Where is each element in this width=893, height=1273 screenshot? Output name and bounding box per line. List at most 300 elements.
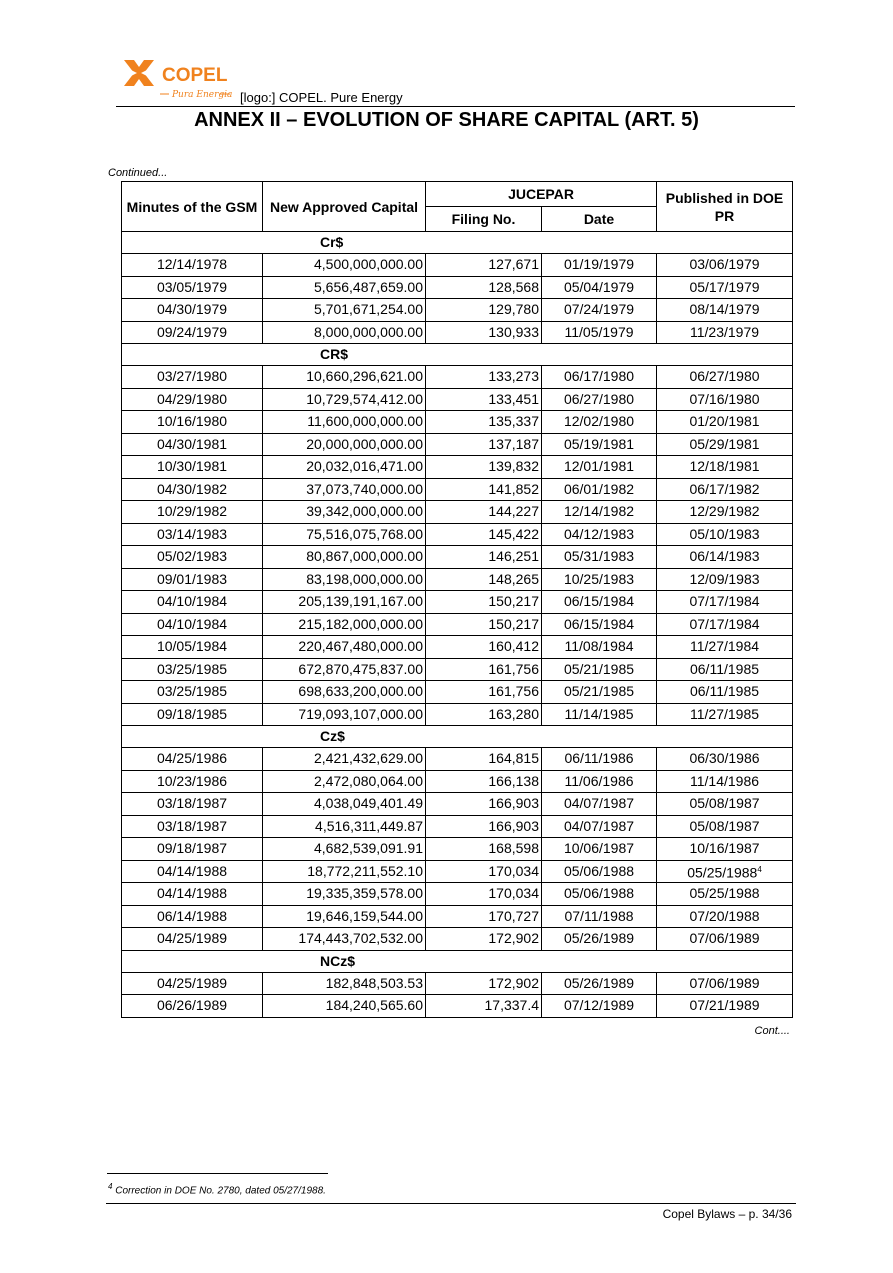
filing-cell [426,456,542,479]
published-cell-text: 06/30/1986 [689,750,760,767]
table-row [122,478,793,501]
jucepar-date-cell-text: 06/27/1980 [563,390,635,407]
table-row [122,838,793,861]
published-cell [657,433,793,456]
gsm-date-cell-text: 04/25/1989 [156,974,228,991]
filing-cell [426,523,542,546]
gsm-date-cell [122,703,263,726]
published-cell [657,254,793,277]
gsm-date-cell [122,883,263,906]
table-row [122,366,793,389]
capital-cell [263,658,426,681]
header-jucepar: JUCEPAR [426,182,657,207]
filing-cell [426,770,542,793]
gsm-date-cell-text: 09/18/1987 [156,840,228,857]
filing-cell [426,658,542,681]
filing-cell [426,546,542,569]
gsm-date-cell [122,995,263,1018]
jucepar-date-cell [542,928,657,951]
header-filing: Filing No. [426,207,542,232]
table-row [122,321,793,344]
capital-cell [263,681,426,704]
published-cell-text: 05/25/1988 [689,885,760,902]
published-cell-text: 12/18/1981 [689,458,760,475]
gsm-date-cell-text: 03/05/1979 [156,278,228,295]
gsm-date-cell-text: 04/14/1988 [156,885,228,902]
published-cell-text: 07/06/1989 [689,974,760,991]
jucepar-date-cell [542,546,657,569]
capital-cell-text: 10,729,574,412.00 [306,390,423,407]
gsm-date-cell-text: 06/26/1989 [156,997,228,1014]
published-cell [657,838,793,861]
published-cell [657,613,793,636]
gsm-date-cell [122,591,263,614]
capital-cell-text: 215,182,000,000.00 [298,615,423,632]
published-cell [657,995,793,1018]
capital-cell [263,636,426,659]
gsm-date-cell [122,501,263,524]
jucepar-date-cell [542,883,657,906]
gsm-date-cell [122,456,263,479]
capital-cell-text: 39,342,000,000.00 [306,503,423,520]
published-cell [657,388,793,411]
capital-cell-text: 4,500,000,000.00 [314,256,423,273]
footnote-number: 4 [108,1182,113,1191]
jucepar-date-cell-text: 11/05/1979 [564,323,634,340]
gsm-date-cell [122,299,263,322]
table-row [122,299,793,322]
capital-cell [263,254,426,277]
filing-cell [426,478,542,501]
header-minutes: Minutes of the GSM [122,182,263,232]
header-date: Date [542,207,657,232]
filing-cell-text: 170,727 [488,907,539,924]
table-row [122,501,793,524]
filing-cell [426,793,542,816]
filing-cell-text: 166,138 [488,772,539,789]
filing-cell-text: 135,337 [488,413,539,430]
capital-cell [263,928,426,951]
table-row [122,748,793,771]
capital-cell-text: 83,198,000,000.00 [306,570,423,587]
page-footer: Copel Bylaws – p. 34/36 [662,1207,792,1221]
published-cell [657,523,793,546]
jucepar-date-cell [542,838,657,861]
published-cell [657,636,793,659]
jucepar-date-cell-text: 05/19/1981 [563,435,635,452]
published-cell-text: 07/16/1980 [689,390,760,407]
gsm-date-cell-text: 09/24/1979 [156,323,228,340]
table-row [122,388,793,411]
filing-cell [426,636,542,659]
filing-cell [426,972,542,995]
table-row [122,456,793,479]
header-capital: New Approved Capital [263,182,426,232]
capital-cell-text: 4,516,311,449.87 [315,817,423,834]
filing-cell [426,254,542,277]
filing-cell-text: 146,251 [488,548,539,565]
capital-cell [263,995,426,1018]
table-row [122,995,793,1018]
capital-cell-text: 182,848,503.53 [325,974,423,991]
jucepar-date-cell-text: 06/11/1986 [564,750,634,767]
filing-cell-text: 133,273 [488,368,539,385]
gsm-date-cell [122,770,263,793]
table-row [122,681,793,704]
published-cell [657,770,793,793]
filing-cell [426,276,542,299]
filing-cell [426,613,542,636]
published-cell [657,793,793,816]
capital-cell-text: 205,139,191,167.00 [298,593,423,610]
gsm-date-cell-text: 04/30/1981 [156,435,228,452]
capital-cell-text: 18,772,211,552.10 [307,862,423,879]
gsm-date-cell-text: 03/18/1987 [156,795,228,812]
published-cell [657,299,793,322]
published-cell [657,928,793,951]
published-cell [657,366,793,389]
filing-cell [426,928,542,951]
gsm-date-cell [122,276,263,299]
jucepar-date-cell [542,456,657,479]
gsm-date-cell-text: 04/30/1982 [156,480,228,497]
published-cell [657,748,793,771]
table-row [122,658,793,681]
published-cell-text: 01/20/1981 [689,413,760,430]
published-cell-text: 06/14/1983 [689,548,760,565]
filing-cell-text: 130,933 [488,323,539,340]
jucepar-date-cell [542,321,657,344]
gsm-date-cell-text: 10/16/1980 [156,413,228,430]
jucepar-date-cell [542,254,657,277]
gsm-date-cell [122,838,263,861]
published-cell-text: 08/14/1979 [689,301,760,318]
filing-cell [426,568,542,591]
published-cell [657,501,793,524]
jucepar-date-cell [542,568,657,591]
table-row [122,815,793,838]
capital-cell-text: 5,656,487,659.00 [314,278,423,295]
jucepar-date-cell [542,703,657,726]
jucepar-date-cell-text: 12/01/1981 [563,458,635,475]
filing-cell [426,388,542,411]
currency-section-row [122,726,793,748]
capital-cell-text: 20,032,016,471.00 [306,458,423,475]
capital-cell-text: 672,870,475,837.00 [298,660,423,677]
table-body [122,232,793,1018]
gsm-date-cell-text: 04/25/1986 [156,750,228,767]
jucepar-date-cell-text: 05/26/1989 [563,974,635,991]
jucepar-date-cell-text: 06/15/1984 [563,593,635,610]
filing-cell [426,883,542,906]
filing-cell [426,299,542,322]
filing-cell-text: 150,217 [488,593,539,610]
published-cell [657,905,793,928]
filing-cell-text: 133,451 [488,390,539,407]
jucepar-date-cell [542,433,657,456]
jucepar-date-cell-text: 11/14/1985 [564,705,634,722]
published-cell-text: 11/14/1986 [689,772,760,789]
table-row [122,860,793,883]
capital-cell-text: 10,660,296,621.00 [306,368,423,385]
currency-section-row [122,950,793,972]
filing-cell-text: 145,422 [488,525,539,542]
jucepar-date-cell [542,591,657,614]
gsm-date-cell-text: 10/30/1981 [156,458,228,475]
gsm-date-cell [122,928,263,951]
published-cell [657,658,793,681]
published-cell-text: 12/29/1982 [689,503,760,520]
published-cell [657,972,793,995]
filing-cell-text: 127,671 [488,256,539,273]
jucepar-date-cell [542,681,657,704]
filing-cell [426,748,542,771]
gsm-date-cell [122,478,263,501]
published-cell-text: 11/23/1979 [689,323,760,340]
capital-cell-text: 75,516,075,768.00 [306,525,423,542]
filing-cell-text: 148,265 [488,570,539,587]
published-cell-text: 05/29/1981 [689,435,760,452]
gsm-date-cell-text: 04/10/1984 [156,615,228,632]
gsm-date-cell-text: 12/14/1978 [156,256,228,273]
filing-cell [426,860,542,883]
gsm-date-cell-text: 06/14/1988 [156,907,228,924]
published-cell [657,411,793,434]
footnote [108,1182,326,1196]
gsm-date-cell [122,748,263,771]
capital-cell [263,501,426,524]
jucepar-date-cell-text: 05/06/1988 [563,885,635,902]
gsm-date-cell-text: 04/14/1988 [156,862,228,879]
capital-cell-text: 2,421,432,629.00 [314,750,423,767]
gsm-date-cell-text: 09/01/1983 [156,570,228,587]
capital-cell [263,770,426,793]
jucepar-date-cell-text: 11/08/1984 [564,638,634,655]
published-cell [657,860,793,883]
published-cell [657,321,793,344]
published-cell [657,276,793,299]
jucepar-date-cell [542,748,657,771]
capital-cell-text: 37,073,740,000.00 [306,480,423,497]
capital-cell-text: 19,335,359,578.00 [306,885,423,902]
capital-cell-text: 4,038,049,401.49 [314,795,423,812]
filing-cell-text: 161,756 [488,660,539,677]
capital-cell [263,433,426,456]
filing-cell-text: 161,756 [488,683,539,700]
capital-cell [263,411,426,434]
capital-cell [263,321,426,344]
currency-section-row [122,232,793,254]
filing-cell-text: 166,903 [488,817,539,834]
currency-label: NCz$ [122,950,793,972]
jucepar-date-cell-text: 05/21/1985 [563,660,635,677]
jucepar-date-cell-text: 04/07/1987 [563,795,635,812]
filing-cell-text: 160,412 [488,638,539,655]
capital-cell [263,478,426,501]
jucepar-date-cell-text: 05/21/1985 [563,683,635,700]
capital-cell-text: 20,000,000,000.00 [306,435,423,452]
filing-cell [426,905,542,928]
capital-cell [263,591,426,614]
capital-cell [263,299,426,322]
gsm-date-cell [122,366,263,389]
capital-cell [263,815,426,838]
jucepar-date-cell-text: 04/07/1987 [563,817,635,834]
jucepar-date-cell-text: 01/19/1979 [563,256,635,273]
published-cell [657,815,793,838]
jucepar-date-cell [542,478,657,501]
capital-cell-text: 80,867,000,000.00 [306,548,423,565]
jucepar-date-cell-text: 10/25/1983 [563,570,635,587]
copel-logo [122,58,242,102]
filing-cell-text: 137,187 [488,435,539,452]
gsm-date-cell-text: 10/05/1984 [156,638,228,655]
published-cell-text: 07/17/1984 [689,593,760,610]
filing-cell [426,815,542,838]
gsm-date-cell [122,860,263,883]
table-row [122,523,793,546]
published-cell-text: 05/08/1987 [689,817,760,834]
table-row [122,411,793,434]
capital-cell [263,456,426,479]
logo-wordmark: COPEL [162,65,228,86]
capital-cell [263,972,426,995]
jucepar-date-cell-text: 06/17/1980 [563,368,635,385]
published-cell-text: 05/17/1979 [689,278,760,295]
capital-cell [263,523,426,546]
filing-cell [426,366,542,389]
published-cell-text: 10/16/1987 [689,840,760,857]
published-cell-text: 05/08/1987 [689,795,760,812]
filing-cell [426,995,542,1018]
jucepar-date-cell-text: 11/06/1986 [564,772,634,789]
page-title: ANNEX II – EVOLUTION OF SHARE CAPITAL (ART. 5) [194,109,699,131]
jucepar-date-cell-text: 06/01/1982 [563,480,635,497]
jucepar-date-cell-text: 05/31/1983 [563,548,635,565]
gsm-date-cell [122,523,263,546]
published-cell [657,568,793,591]
gsm-date-cell [122,613,263,636]
capital-cell-text: 220,467,480,000.00 [298,638,423,655]
jucepar-date-cell [542,770,657,793]
published-cell-text: 06/17/1982 [689,480,760,497]
gsm-date-cell [122,321,263,344]
jucepar-date-cell [542,299,657,322]
table-row [122,883,793,906]
jucepar-date-cell-text: 12/14/1982 [563,503,635,520]
capital-cell-text: 8,000,000,000.00 [314,323,423,340]
published-cell-text: 12/09/1983 [689,570,760,587]
capital-cell-text: 719,093,107,000.00 [298,705,423,722]
capital-cell-text: 698,633,200,000.00 [298,683,423,700]
filing-cell [426,411,542,434]
gsm-date-cell [122,546,263,569]
filing-cell-text: 129,780 [488,301,539,318]
table-row [122,546,793,569]
capital-cell-text: 4,682,539,091.91 [314,840,423,857]
capital-cell-text: 19,646,159,544.00 [306,907,423,924]
jucepar-date-cell [542,388,657,411]
filing-cell-text: 168,598 [488,840,539,857]
filing-cell [426,591,542,614]
capital-cell [263,905,426,928]
published-cell-text: 03/06/1979 [689,256,760,273]
gsm-date-cell [122,972,263,995]
table-row [122,636,793,659]
jucepar-date-cell [542,636,657,659]
jucepar-date-cell-text: 04/12/1983 [563,525,635,542]
published-cell-text: 11/27/1985 [689,705,760,722]
footnote-divider [107,1173,328,1174]
continued-bottom-label: Cont.... [754,1025,790,1037]
capital-cell [263,883,426,906]
capital-cell [263,546,426,569]
filing-cell-text: 164,815 [488,750,539,767]
table-row [122,793,793,816]
currency-label: Cr$ [122,232,793,254]
gsm-date-cell [122,433,263,456]
jucepar-date-cell [542,793,657,816]
published-cell [657,883,793,906]
filing-cell-text: 166,903 [488,795,539,812]
footnote-text: Correction in DOE No. 2780, dated 05/27/1988. [112,1185,326,1197]
jucepar-date-cell-text: 07/24/1979 [563,301,635,318]
filing-cell-text: 141,852 [488,480,539,497]
gsm-date-cell-text: 10/23/1986 [156,772,228,789]
gsm-date-cell [122,793,263,816]
filing-cell [426,501,542,524]
gsm-date-cell-text: 03/25/1985 [156,683,228,700]
jucepar-date-cell [542,658,657,681]
jucepar-date-cell-text: 12/02/1980 [563,413,635,430]
gsm-date-cell-text: 10/29/1982 [156,503,228,520]
capital-cell-text: 5,701,671,254.00 [314,301,423,318]
jucepar-date-cell-text: 10/06/1987 [563,840,635,857]
capital-cell [263,703,426,726]
jucepar-date-cell [542,905,657,928]
capital-cell [263,748,426,771]
table-row [122,905,793,928]
share-capital-table [121,181,793,1018]
published-cell-text: 11/27/1984 [689,638,760,655]
capital-cell-text: 11,600,000,000.00 [307,413,423,430]
jucepar-date-cell-text: 05/04/1979 [563,278,635,295]
published-cell [657,703,793,726]
capital-cell-text: 2,472,080,064.00 [314,772,423,789]
table-row [122,928,793,951]
gsm-date-cell-text: 04/10/1984 [156,593,228,610]
table-row [122,613,793,636]
published-cell-text: 07/20/1988 [689,907,760,924]
table-row [122,433,793,456]
filing-cell [426,681,542,704]
table-row [122,703,793,726]
jucepar-date-cell [542,860,657,883]
jucepar-date-cell [542,995,657,1018]
gsm-date-cell-text: 03/25/1985 [156,660,228,677]
currency-label: CR$ [122,344,793,366]
published-cell [657,591,793,614]
header-divider [116,106,795,107]
capital-cell [263,276,426,299]
gsm-date-cell [122,254,263,277]
capital-cell [263,793,426,816]
filing-cell-text: 172,902 [488,974,539,991]
gsm-date-cell [122,658,263,681]
capital-cell [263,568,426,591]
jucepar-date-cell [542,411,657,434]
filing-cell-text: 144,227 [488,503,539,520]
